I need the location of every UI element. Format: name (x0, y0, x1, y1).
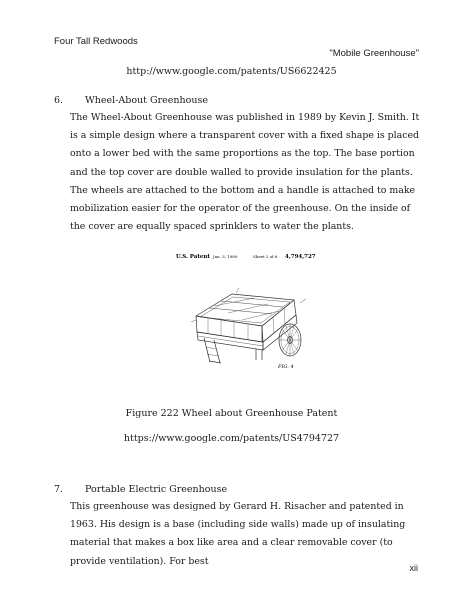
patent-drawing (176, 250, 336, 372)
figure-caption: Figure 222 Wheel about Greenhouse Patent (125, 408, 338, 419)
section-paragraph: This greenhouse was designed by Gerard H. Risacher and patented in 1963. His design is a base (including side walls) made up of insulating material that makes a box like area and a clear removable cover (to provide ventilation). For best (70, 501, 406, 567)
section-paragraph: The Wheel-About Greenhouse was published in 1989 by Kevin J. Smith. It is a simple design where a transparent cover with a fixed shape is placed onto a lower bed with the same proportions as the top. The base portion and the top cover are double walled to provide insulation for the plants. The wheels are attached to the bottom and a handle is attached to make mobilization easier for the operator of the greenhouse. On the inside of the cover are equally spaced sprinklers to water the plants. (70, 112, 420, 233)
running-header-right: "Mobile Greenhouse" (329, 48, 419, 59)
cart-illustration (191, 288, 306, 363)
figure-source-url: https://www.google.com/patents/US4794727 (123, 433, 340, 444)
section-title: Portable Electric Greenhouse (85, 484, 228, 495)
section-title: Wheel-About Greenhouse (85, 95, 208, 106)
page-number: xii (409, 563, 418, 573)
patent-fig-label: FIG. 4 (278, 364, 294, 370)
patent-date: Jan. 3, 1989 (213, 254, 238, 259)
patent-sheet: Sheet 2 of 6 (253, 254, 278, 259)
running-header-left: Four Tall Redwoods (54, 36, 138, 47)
section-number: 6. (54, 95, 64, 106)
patent-header-label: U.S. Patent (176, 254, 210, 260)
section-number: 7. (54, 484, 64, 495)
patent-number: 4,794,727 (285, 254, 316, 260)
reference-url: http://www.google.com/patents/US6622425 (126, 66, 337, 77)
